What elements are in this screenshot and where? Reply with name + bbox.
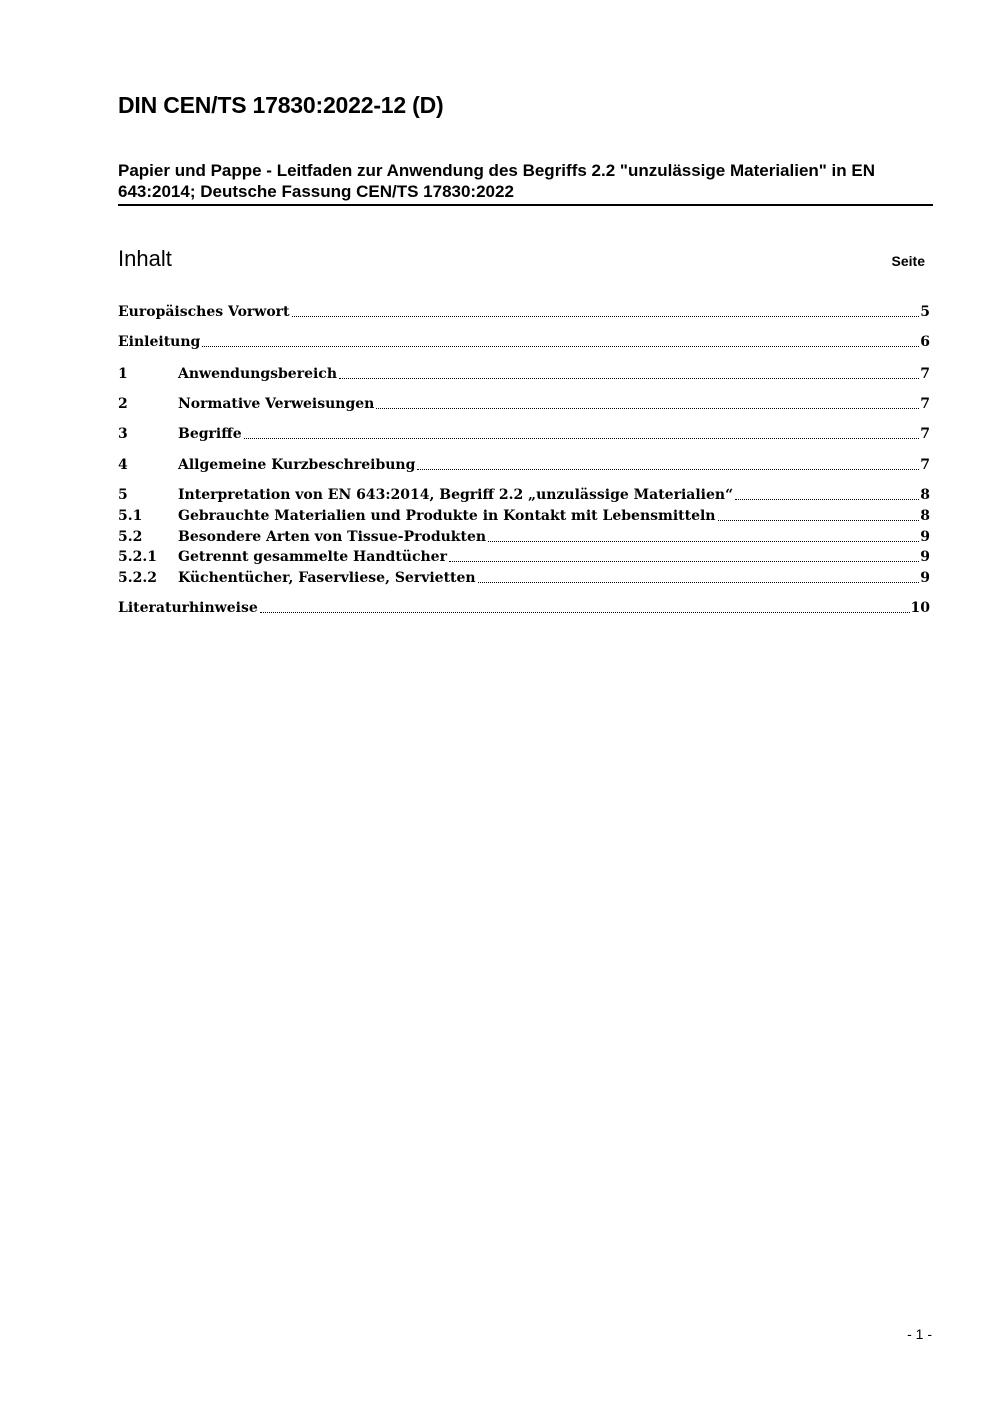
toc-entry-3-begriffe[interactable] xyxy=(118,425,930,443)
toc-entry-page: 9 xyxy=(920,529,930,545)
toc-entry-text: Allgemeine Kurzbeschreibung xyxy=(178,457,416,473)
toc-leader xyxy=(260,612,910,613)
toc-leader xyxy=(339,378,919,379)
page-number: - 1 - xyxy=(907,1326,932,1342)
toc-leader xyxy=(478,582,920,583)
toc-entry-number: 5.1 xyxy=(118,508,143,524)
toc-entry-europaeisches-vorwort[interactable] xyxy=(118,303,930,321)
toc-entry-page: 7 xyxy=(920,366,930,382)
toc-leader xyxy=(244,438,920,439)
toc-entry-5-2-besondere-arten[interactable] xyxy=(118,528,930,546)
toc-entry-text: Getrennt gesammelte Handtücher xyxy=(178,549,447,565)
toc-entry-text: Interpretation von EN 643:2014, Begriff 2.2 „unzulässige Materialien“ xyxy=(178,487,734,503)
toc-leader xyxy=(292,316,920,317)
toc-entry-number: 5.2.1 xyxy=(118,549,157,565)
toc-entry-5-interpretation[interactable] xyxy=(118,486,930,504)
toc-entry-1-anwendungsbereich[interactable] xyxy=(118,365,930,383)
toc-entry-page: 9 xyxy=(920,570,930,586)
toc-entry-4-allgemeine-kurzbeschreibung[interactable] xyxy=(118,456,930,474)
toc-leader xyxy=(376,408,919,409)
toc-entry-page: 9 xyxy=(920,549,930,565)
toc-leader xyxy=(202,346,919,347)
toc-leader xyxy=(488,541,919,542)
toc-leader xyxy=(735,499,919,500)
toc-entry-number: 1 xyxy=(118,366,128,382)
toc-entry-text: Europäisches Vorwort xyxy=(118,304,290,320)
document-title: DIN CEN/TS 17830:2022-12 (D) xyxy=(118,92,444,118)
toc-entry-page: 7 xyxy=(920,457,930,473)
toc-heading: Inhalt xyxy=(118,246,172,271)
toc-entry-5-2-1-handtuecher[interactable] xyxy=(118,548,930,566)
toc-leader xyxy=(449,561,919,562)
toc-entry-text: Normative Verweisungen xyxy=(178,396,375,412)
toc-entry-number: 5.2 xyxy=(118,529,143,545)
toc-page-column-label: Seite xyxy=(891,253,925,269)
toc-entry-literaturhinweise[interactable] xyxy=(118,599,930,617)
toc-entry-page: 7 xyxy=(920,396,930,412)
toc-entry-2-normative-verweisungen[interactable] xyxy=(118,395,930,413)
toc-entry-page: 8 xyxy=(920,487,930,503)
toc-entry-number: 5.2.2 xyxy=(118,570,157,586)
toc-entry-text: Besondere Arten von Tissue-Produkten xyxy=(178,529,487,545)
toc-entry-number: 4 xyxy=(118,457,128,473)
toc-entry-number: 2 xyxy=(118,396,128,412)
toc-entry-page: 8 xyxy=(920,508,930,524)
toc-entry-number: 5 xyxy=(118,487,128,503)
toc-entry-5-1-gebrauchte-materialien[interactable] xyxy=(118,507,930,525)
toc-entry-text: Anwendungsbereich xyxy=(178,366,337,382)
toc-entry-text: Küchentücher, Faservliese, Servietten xyxy=(178,570,476,586)
toc-entry-page: 7 xyxy=(920,426,930,442)
toc-entry-text: Begriffe xyxy=(178,426,242,442)
toc-entry-number: 3 xyxy=(118,426,128,442)
toc-entry-einleitung[interactable] xyxy=(118,333,930,351)
document-subtitle: Papier und Pappe - Leitfaden zur Anwendung des Begriffs 2.2 "unzulässige Materialien" in EN 643:2014; Deutsche Fassung CEN/TS 17830:2022 xyxy=(118,160,933,206)
toc-entry-text: Einleitung xyxy=(118,334,201,350)
toc-leader xyxy=(417,469,919,470)
toc-entry-text: Gebrauchte Materialien und Produkte in Kontakt mit Lebensmitteln xyxy=(178,508,716,524)
toc-entry-page: 5 xyxy=(920,304,930,320)
toc-entry-text: Literaturhinweise xyxy=(118,600,258,616)
toc-entry-page: 6 xyxy=(920,334,930,350)
toc-leader xyxy=(718,520,920,521)
toc-entry-page: 10 xyxy=(910,600,930,616)
toc-entry-5-2-2-kuechentuecher[interactable] xyxy=(118,569,930,587)
